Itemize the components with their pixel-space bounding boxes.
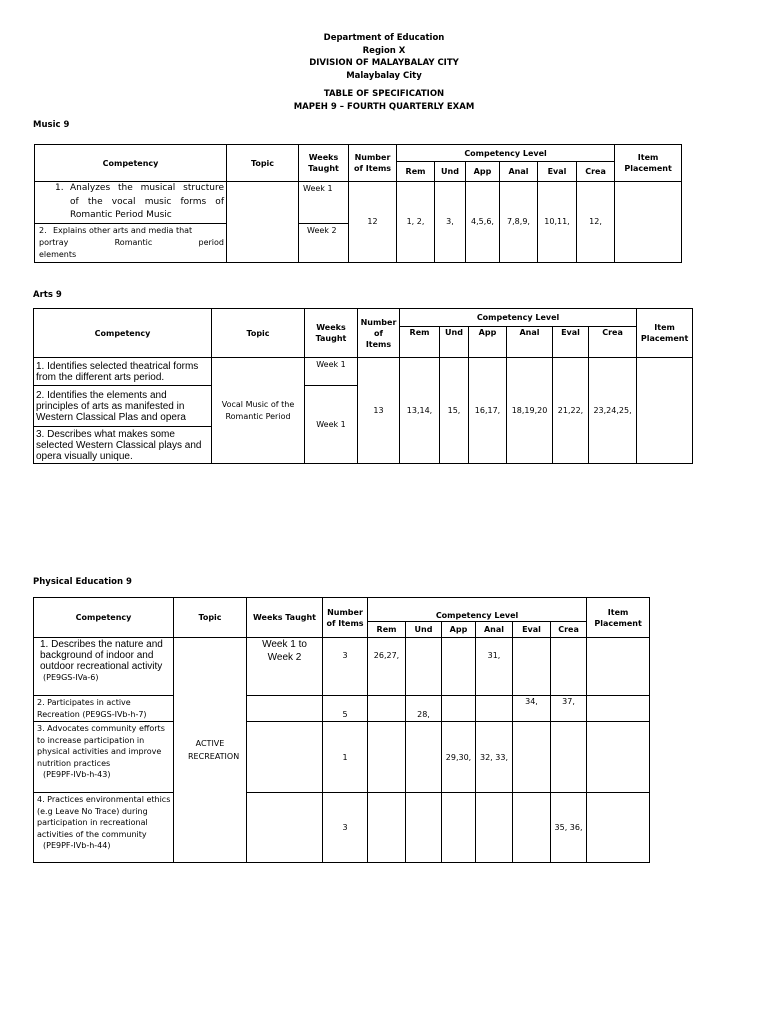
- music-und: 3,: [435, 182, 466, 263]
- pe-rem-2: [368, 696, 406, 722]
- arts-week-1: Week 1: [305, 358, 358, 386]
- header-doc-title: TABLE OF SPECIFICATION: [323, 89, 445, 99]
- pe-placement-1: [587, 638, 650, 696]
- pe-col-header-weeks: Weeks Taught: [247, 598, 323, 638]
- pe-col-header-rem: Rem: [368, 622, 406, 638]
- pe-col-header-placement: Item Placement: [587, 598, 650, 638]
- pe-und-2: 28,: [406, 696, 442, 722]
- pe-competency-3-text: 3. Advocates community efforts to increase participation in physical activities and improve nutrition practices: [37, 724, 165, 768]
- pe-competency-4-code: (PE9PF-IVb-h-44): [43, 841, 111, 850]
- pe-competency-1-text: 1. Describes the nature and background of indoor and outdoor recreational activity: [40, 639, 163, 672]
- pe-row-1: [34, 638, 650, 696]
- pe-crea-1: [551, 638, 587, 696]
- pe-eval-2: 34,: [513, 696, 551, 722]
- col-header-rem: Rem: [397, 162, 435, 182]
- pe-eval-3: [513, 722, 551, 793]
- pe-rem-3: [368, 722, 406, 793]
- pe-number-2: 5: [323, 696, 368, 722]
- arts-crea: 23,24,25,: [589, 358, 637, 464]
- music-anal: 7,8,9,: [500, 182, 538, 263]
- arts-eval: 21,22,: [553, 358, 589, 464]
- music-week-2: Week 2: [299, 223, 349, 262]
- arts-item-placement: [637, 358, 693, 464]
- music-competency-2-line2: portray Romantic period: [39, 237, 224, 247]
- pe-weeks-1: Week 1 to Week 2: [247, 638, 323, 696]
- arts-rem: 13,14,: [400, 358, 440, 464]
- arts-topic: Vocal Music of the Romantic Period: [212, 358, 305, 464]
- arts-col-header-anal: Anal: [507, 327, 553, 358]
- col-header-anal: Anal: [500, 162, 538, 182]
- music-section-title: Music 9: [33, 120, 70, 130]
- pe-col-header-app: App: [442, 622, 476, 638]
- pe-col-header-number: Number of Items: [323, 598, 368, 638]
- arts-section-title: Arts 9: [33, 290, 62, 300]
- arts-col-header-number: Number of Items: [358, 309, 400, 358]
- pe-col-header-competency: Competency: [34, 598, 174, 638]
- music-rem: 1, 2,: [397, 182, 435, 263]
- pe-competency-4-text: 4. Practices environmental ethics (e.g Leave No Trace) during participation in recreational activities of the community: [37, 795, 171, 839]
- pe-eval-4: [513, 793, 551, 863]
- music-competency-1-line1: Analyzes the musical structure: [70, 183, 224, 193]
- pe-und-4: [406, 793, 442, 863]
- pe-competency-3-code: (PE9PF-IVb-h-43): [43, 770, 111, 779]
- pe-competency-1-code: (PE9GS-IVa-6): [43, 673, 99, 682]
- music-competency-1-line2: of the vocal music forms of: [70, 196, 224, 207]
- arts-col-header-topic: Topic: [212, 309, 305, 358]
- pe-weeks-3: [247, 722, 323, 793]
- music-competency-2-line3: elements: [39, 249, 77, 259]
- arts-number-items: 13: [358, 358, 400, 464]
- music-competency-2: [35, 223, 227, 262]
- pe-eval-1: [513, 638, 551, 696]
- pe-number-3: 1: [323, 722, 368, 793]
- arts-anal: 18,19,20: [507, 358, 553, 464]
- pe-competency-2: 2. Participates in active Recreation (PE9GS-IVb-h-7): [34, 696, 174, 722]
- pe-col-header-topic: Topic: [174, 598, 247, 638]
- pe-col-header-und: Und: [406, 622, 442, 638]
- col-header-competency-level: Competency Level: [397, 145, 615, 162]
- pe-topic: ACTIVE RECREATION: [174, 638, 247, 863]
- header-department: Department of Education: [323, 33, 445, 43]
- arts-week-2: Week 1: [305, 386, 358, 464]
- arts-competency-2: 2. Identifies the elements and principles of arts as manifested in Western Classical Plas and opera: [34, 386, 212, 427]
- music-number-items: 12: [349, 182, 397, 263]
- arts-col-header-app: App: [469, 327, 507, 358]
- pe-section-title: Physical Education 9: [33, 577, 132, 587]
- pe-competency-1: [34, 638, 174, 696]
- pe-anal-1: 31,: [476, 638, 513, 696]
- music-eval: 10,11,: [538, 182, 577, 263]
- music-competency-2-line1: Explains other arts and media that: [53, 225, 193, 235]
- pe-col-header-eval: Eval: [513, 622, 551, 638]
- pe-row-3: [34, 722, 650, 793]
- pe-col-header-competency-level: Competency Level: [368, 598, 587, 622]
- arts-competency-3: 3. Describes what makes some selected Western Classical plays and opera visually unique.: [34, 427, 212, 464]
- col-header-app: App: [466, 162, 500, 182]
- col-header-topic: Topic: [227, 145, 299, 182]
- arts-col-header-competency-level: Competency Level: [400, 309, 637, 327]
- music-table: [34, 144, 682, 263]
- header-division: DIVISION OF MALAYBALAY CITY: [309, 58, 459, 68]
- pe-anal-3: 32, 33,: [476, 722, 513, 793]
- arts-app: 16,17,: [469, 358, 507, 464]
- col-header-competency: Competency: [35, 145, 227, 182]
- pe-col-header-crea: Crea: [551, 622, 587, 638]
- arts-table: [33, 308, 693, 464]
- arts-competency-1: 1. Identifies selected theatrical forms from the different arts period.: [34, 358, 212, 386]
- music-topic-cell: [227, 182, 299, 263]
- pe-und-3: [406, 722, 442, 793]
- arts-col-header-rem: Rem: [400, 327, 440, 358]
- arts-col-header-und: Und: [440, 327, 469, 358]
- pe-app-3: 29,30,: [442, 722, 476, 793]
- pe-row-2: [34, 696, 650, 722]
- header-city: Malaybalay City: [346, 70, 422, 81]
- header-exam-title: MAPEH 9 – FOURTH QUARTERLY EXAM: [293, 101, 475, 112]
- pe-placement-2: [587, 696, 650, 722]
- arts-col-header-competency: Competency: [34, 309, 212, 358]
- pe-crea-2: 37,: [551, 696, 587, 722]
- col-header-placement: Item Placement: [615, 145, 682, 182]
- music-competency-2-number: 2.: [39, 225, 47, 235]
- pe-anal-2: [476, 696, 513, 722]
- col-header-number: Number of Items: [349, 145, 397, 182]
- pe-table: [33, 597, 650, 863]
- col-header-weeks: Weeks Taught: [299, 145, 349, 182]
- pe-rem-4: [368, 793, 406, 863]
- music-competency-1: [35, 182, 227, 224]
- pe-crea-4: 35, 36,: [551, 793, 587, 863]
- pe-app-4: [442, 793, 476, 863]
- pe-weeks-4: [247, 793, 323, 863]
- pe-crea-3: [551, 722, 587, 793]
- pe-competency-3: [34, 722, 174, 793]
- col-header-eval: Eval: [538, 162, 577, 182]
- pe-app-2: [442, 696, 476, 722]
- arts-und: 15,: [440, 358, 469, 464]
- arts-col-header-weeks: Weeks Taught: [305, 309, 358, 358]
- music-week-1: Week 1: [299, 182, 349, 224]
- pe-number-1: 3: [323, 638, 368, 696]
- pe-number-4: 3: [323, 793, 368, 863]
- music-competency-1-line3: Romantic Period Music: [70, 210, 172, 220]
- pe-anal-4: [476, 793, 513, 863]
- pe-competency-4: [34, 793, 174, 863]
- pe-app-1: [442, 638, 476, 696]
- arts-col-header-eval: Eval: [553, 327, 589, 358]
- pe-weeks-2: [247, 696, 323, 722]
- pe-placement-4: [587, 793, 650, 863]
- pe-row-4: [34, 793, 650, 863]
- music-app: 4,5,6,: [466, 182, 500, 263]
- col-header-crea: Crea: [577, 162, 615, 182]
- arts-col-header-crea: Crea: [589, 327, 637, 358]
- pe-col-header-anal: Anal: [476, 622, 513, 638]
- music-item-placement: [615, 182, 682, 263]
- document-header: [0, 32, 768, 113]
- header-region: Region X: [362, 45, 406, 56]
- pe-und-1: [406, 638, 442, 696]
- music-competency-1-number: 1.: [55, 183, 64, 193]
- col-header-und: Und: [435, 162, 466, 182]
- arts-col-header-placement: Item Placement: [637, 309, 693, 358]
- pe-placement-3: [587, 722, 650, 793]
- music-crea: 12,: [577, 182, 615, 263]
- pe-rem-1: 26,27,: [368, 638, 406, 696]
